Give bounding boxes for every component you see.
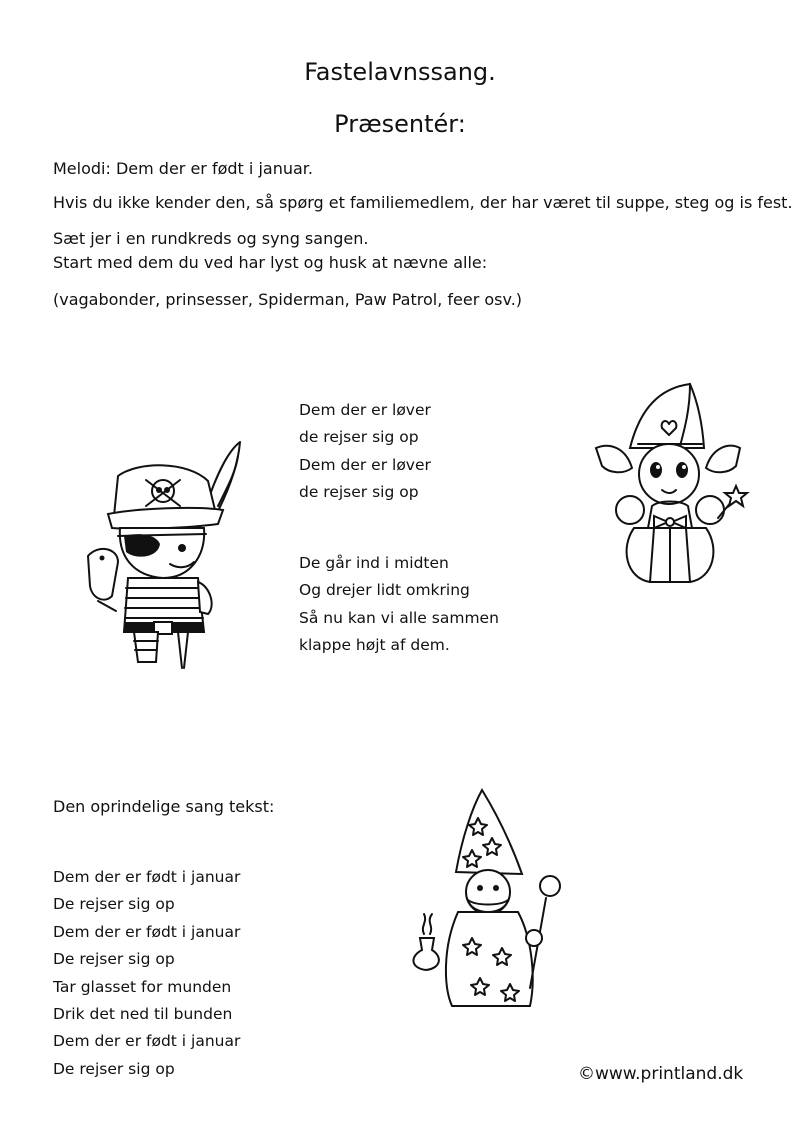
- lyric-line: Dem der er født i januar: [53, 868, 241, 886]
- new-song-stanza-1: [299, 397, 431, 507]
- new-song-stanza-2: [299, 550, 499, 660]
- instruction-line-1: Sæt jer i en rundkreds og syng sangen.: [53, 229, 369, 248]
- copyright-text: ©www.printland.dk: [578, 1064, 744, 1084]
- pirate-illustration: [78, 436, 248, 670]
- page-subtitle: Præsentér:: [334, 110, 466, 138]
- verse-line: de rejser sig op: [299, 428, 419, 447]
- lyric-line: Tar glasset for munden: [53, 977, 232, 996]
- page-title: Fastelavnssang.: [304, 58, 496, 86]
- verse-line: Så nu kan vi alle sammen: [299, 608, 499, 627]
- hint-line: Hvis du ikke kender den, så spørg et familiemedlem, der har været til suppe, steg og is fest.: [53, 193, 793, 212]
- examples-line: (vagabonder, prinsesser, Spiderman, Paw Patrol, feer osv.): [53, 290, 523, 309]
- lyric-line: Dem der er født i januar: [53, 1032, 241, 1051]
- original-song-lyrics: [53, 864, 240, 1083]
- lyric-line: De rejser sig op: [53, 950, 175, 969]
- melody-line: Melodi: Dem der er født i januar.: [53, 159, 313, 178]
- instruction-line-2: Start med dem du ved har lyst og husk at nævne alle:: [53, 253, 488, 272]
- verse-line: De går ind i midten: [299, 554, 449, 572]
- princess-illustration: [590, 378, 760, 592]
- lyric-line: De rejser sig op: [53, 895, 175, 914]
- lyric-line: Dem der er født i januar: [53, 922, 241, 941]
- verse-line: Dem der er løver: [299, 401, 431, 419]
- original-song-heading: Den oprindelige sang tekst:: [53, 797, 275, 816]
- verse-line: Dem der er løver: [299, 455, 431, 474]
- verse-line: Og drejer lidt omkring: [299, 581, 470, 600]
- verse-line: klappe højt af dem.: [299, 636, 450, 655]
- wizard-illustration: [412, 788, 592, 1012]
- lyric-line: Drik det ned til bunden: [53, 1005, 233, 1024]
- lyric-line: De rejser sig op: [53, 1059, 175, 1078]
- verse-line: de rejser sig op: [299, 483, 419, 502]
